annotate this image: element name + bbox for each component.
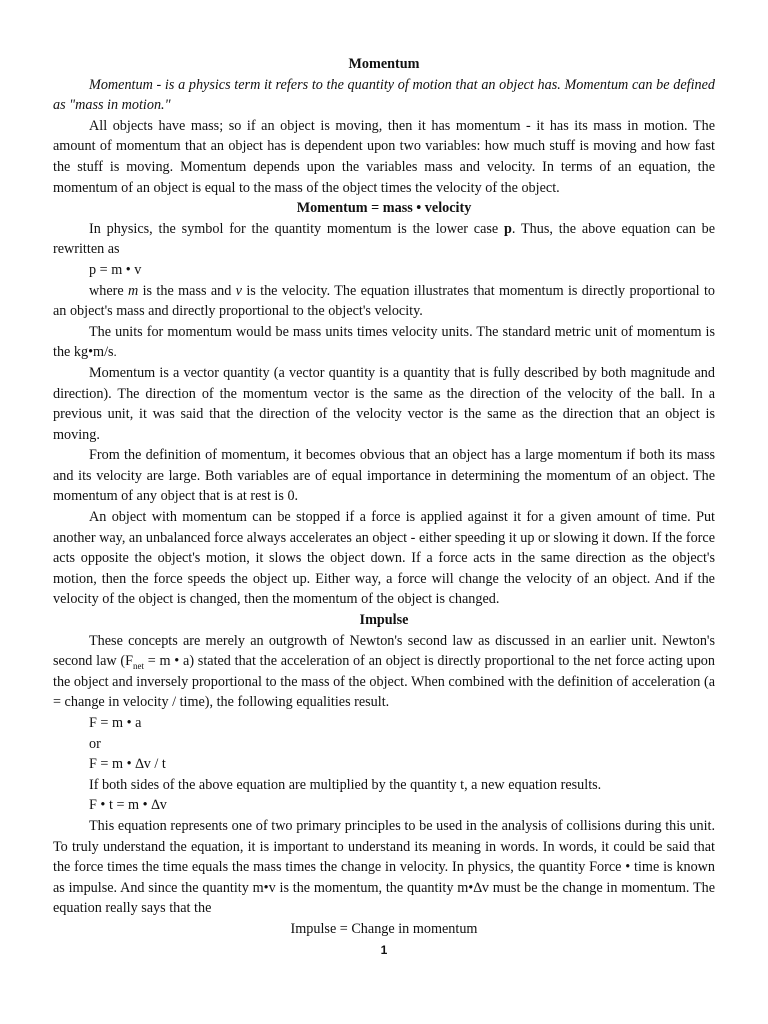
symbol-p: p bbox=[504, 220, 512, 237]
document-body bbox=[53, 54, 715, 940]
paragraph-mass-motion: All objects have mass; so if an object is moving, then it has momentum - it has its mass in motion. The amount of momentum that an object has is dependent upon two variables: how much stuff is moving and how fast the stuff is moving. Momentum depends upon the variables mass and velocity. In terms of an equation, the momentum of an object is equal to the mass of the object times the velocity of the object. bbox=[53, 117, 715, 196]
page-number: 1 bbox=[380, 943, 388, 957]
paragraph-collisions: This equation represents one of two primary principles to be used in the analysis of collisions during this unit. To truly understand the equation, it is important to understand its meaning in words. In words, it could be said that the force times the time equals the mass times the change in velocity. In physics, the quantity Force • time is known as impulse. And since the quantity m•v is the momentum, the quantity m•∆v must be the change in momentum. The equation really says that the bbox=[53, 817, 715, 917]
equation-ft-mdv: F • t = m • ∆v bbox=[89, 797, 167, 814]
equation-f-ma: F = m • a bbox=[89, 715, 142, 731]
paragraph-definition: From the definition of momentum, it becomes obvious that an object has a large momentum if both its mass and its velocity are large. Both variables are of equal importance in determining the momentum of an object. The momentum of any object that is at rest is 0. bbox=[53, 447, 715, 505]
paragraph-multiply: If both sides of the above equation are multiplied by the quantity t, a new equation results. bbox=[89, 776, 602, 793]
equation-p-mv: p = m • v bbox=[89, 261, 142, 278]
unit-kgms: kg•m/s bbox=[73, 344, 114, 361]
paragraph-newton: These concepts are merely an outgrowth of Newton's second law as discussed in an earlier unit. Newton's second law ($F_{net} = m$ • a) stated that the acceleration of an object is directly proportional to the net force acting upon the object and inversely proportional to the mass of the object. When combined with the definition of acceleration (a = change in velocity / time), the following equalities result. bbox=[53, 632, 715, 711]
paragraph-force: An object with momentum can be stopped if a force is applied against it for a given amount of time. Put another way, an unbalanced force always accelerates an object - either speeding it up or slowing it down. If the force acts opposite the object's motion, it slows the object down. If a force acts in the same direction as the object's motion, then the force speeds the object up. Either way, a force will change the velocity of an object. And if the velocity of the object is changed, then the momentum of the object is changed. bbox=[53, 509, 715, 608]
paragraph-symbol: In physics, the symbol for the quantity momentum is the lower case p. Thus, the above equation can be rewritten as bbox=[53, 220, 715, 258]
equation-impulse: Impulse = Change in momentum bbox=[290, 920, 478, 937]
equation-f-mdv-t: F = m • ∆v / t bbox=[89, 756, 166, 773]
heading-impulse: Impulse bbox=[359, 612, 409, 629]
paragraph-vector: Momentum is a vector quantity (a vector quantity is a quantity that is fully described by both magnitude and direction). The direction of the momentum vector is the same as the direction of the velocity of the ball. In a previous unit, it was said that the direction of the velocity vector is the same as the direction that an object is moving. bbox=[53, 364, 715, 443]
paragraph-units: The units for momentum would be mass units times velocity units. The standard metric unit of momentum is the kg•m/s. bbox=[53, 323, 715, 361]
equation-momentum: Momentum = mass • velocity bbox=[296, 200, 472, 217]
definition-paragraph: Momentum - is a physics term it refers to the quantity of motion that an object has. Momentum can be defined as "mass in motion." bbox=[53, 76, 715, 114]
page-title: Momentum bbox=[348, 56, 420, 72]
paragraph-where: where m is the mass and v is the velocity. The equation illustrates that momentum is directly proportional to an object's mass and directly proportional to the object's velocity. bbox=[53, 282, 715, 320]
equation-or: or bbox=[89, 735, 101, 752]
